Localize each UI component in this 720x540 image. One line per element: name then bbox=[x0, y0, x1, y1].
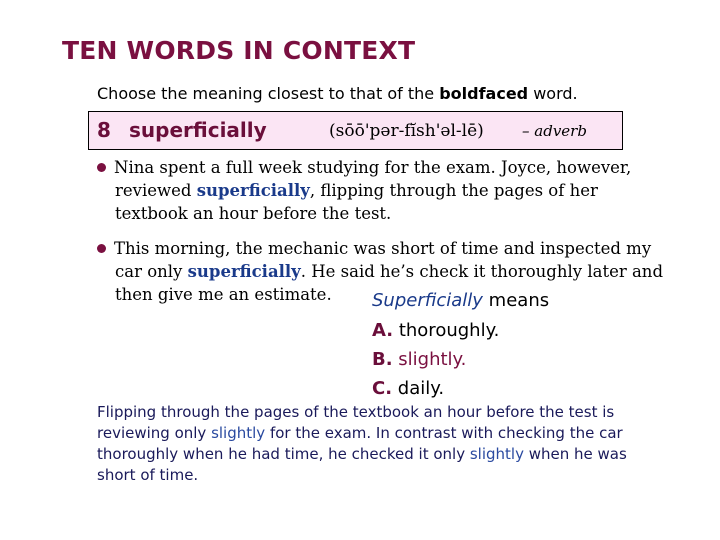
explanation-line1: Flipping through the pages of the textbook an hour before the test is bbox=[97, 403, 615, 421]
bullet-icon bbox=[97, 163, 106, 172]
option-b-text: slightly. bbox=[392, 349, 467, 370]
option-b-letter: B. bbox=[372, 349, 393, 370]
explanation-line3a: thoroughly when he had time, he checked it only bbox=[97, 445, 470, 463]
means-prompt bbox=[372, 290, 549, 311]
vocab-word: superficially bbox=[129, 118, 267, 142]
page-title: TEN WORDS IN CONTEXT bbox=[62, 36, 416, 65]
explanation-line2a: reviewing only bbox=[97, 424, 212, 442]
means-word: Superficially bbox=[372, 290, 483, 311]
pronunciation: (sōō'pər-fĭsh'əl-lē) bbox=[329, 121, 484, 141]
option-c[interactable] bbox=[372, 378, 444, 399]
option-b[interactable] bbox=[372, 349, 466, 370]
example2-line1: This morning, the mechanic was short of time and inspected my bbox=[114, 239, 652, 258]
vocab-word-box bbox=[88, 111, 623, 150]
option-a[interactable] bbox=[372, 320, 499, 341]
example2-highlight: superficially bbox=[187, 262, 301, 281]
example2-line3: then give me an estimate. bbox=[115, 285, 332, 304]
explanation-line3b: when he was bbox=[523, 445, 627, 463]
instruction-bold: boldfaced bbox=[439, 84, 529, 103]
means-rest: means bbox=[482, 290, 550, 311]
explanation-line2b: for the exam. In contrast with checking the car bbox=[265, 424, 623, 442]
option-a-text: thoroughly. bbox=[393, 320, 500, 341]
option-c-text: daily. bbox=[392, 378, 445, 399]
explanation-highlight-2: slightly bbox=[469, 445, 524, 463]
explanation-highlight-1: slightly bbox=[211, 424, 266, 442]
explanation-line4: short of time. bbox=[97, 466, 199, 484]
example2-line2b: . He said he’s check it thoroughly later and bbox=[300, 262, 664, 281]
example1-line1: Nina spent a full week studying for the exam. Joyce, however, bbox=[114, 158, 632, 177]
part-of-speech: – adverb bbox=[522, 122, 587, 140]
explanation-text bbox=[97, 402, 667, 486]
option-c-letter: C. bbox=[372, 378, 393, 399]
option-a-letter: A. bbox=[372, 320, 394, 341]
instruction-before: Choose the meaning closest to that of the bbox=[97, 84, 440, 103]
bullet-icon bbox=[97, 244, 106, 253]
word-number: 8 bbox=[97, 118, 111, 142]
instruction-text bbox=[97, 84, 578, 103]
example1-line2b: , flipping through the pages of her bbox=[309, 181, 598, 200]
example2-line2a: car only bbox=[115, 262, 188, 281]
example1-line3: textbook an hour before the test. bbox=[115, 204, 392, 223]
example-sentence-1 bbox=[97, 156, 657, 225]
example1-line2a: reviewed bbox=[115, 181, 197, 200]
example1-highlight: superficially bbox=[196, 181, 310, 200]
instruction-after: word. bbox=[528, 84, 578, 103]
